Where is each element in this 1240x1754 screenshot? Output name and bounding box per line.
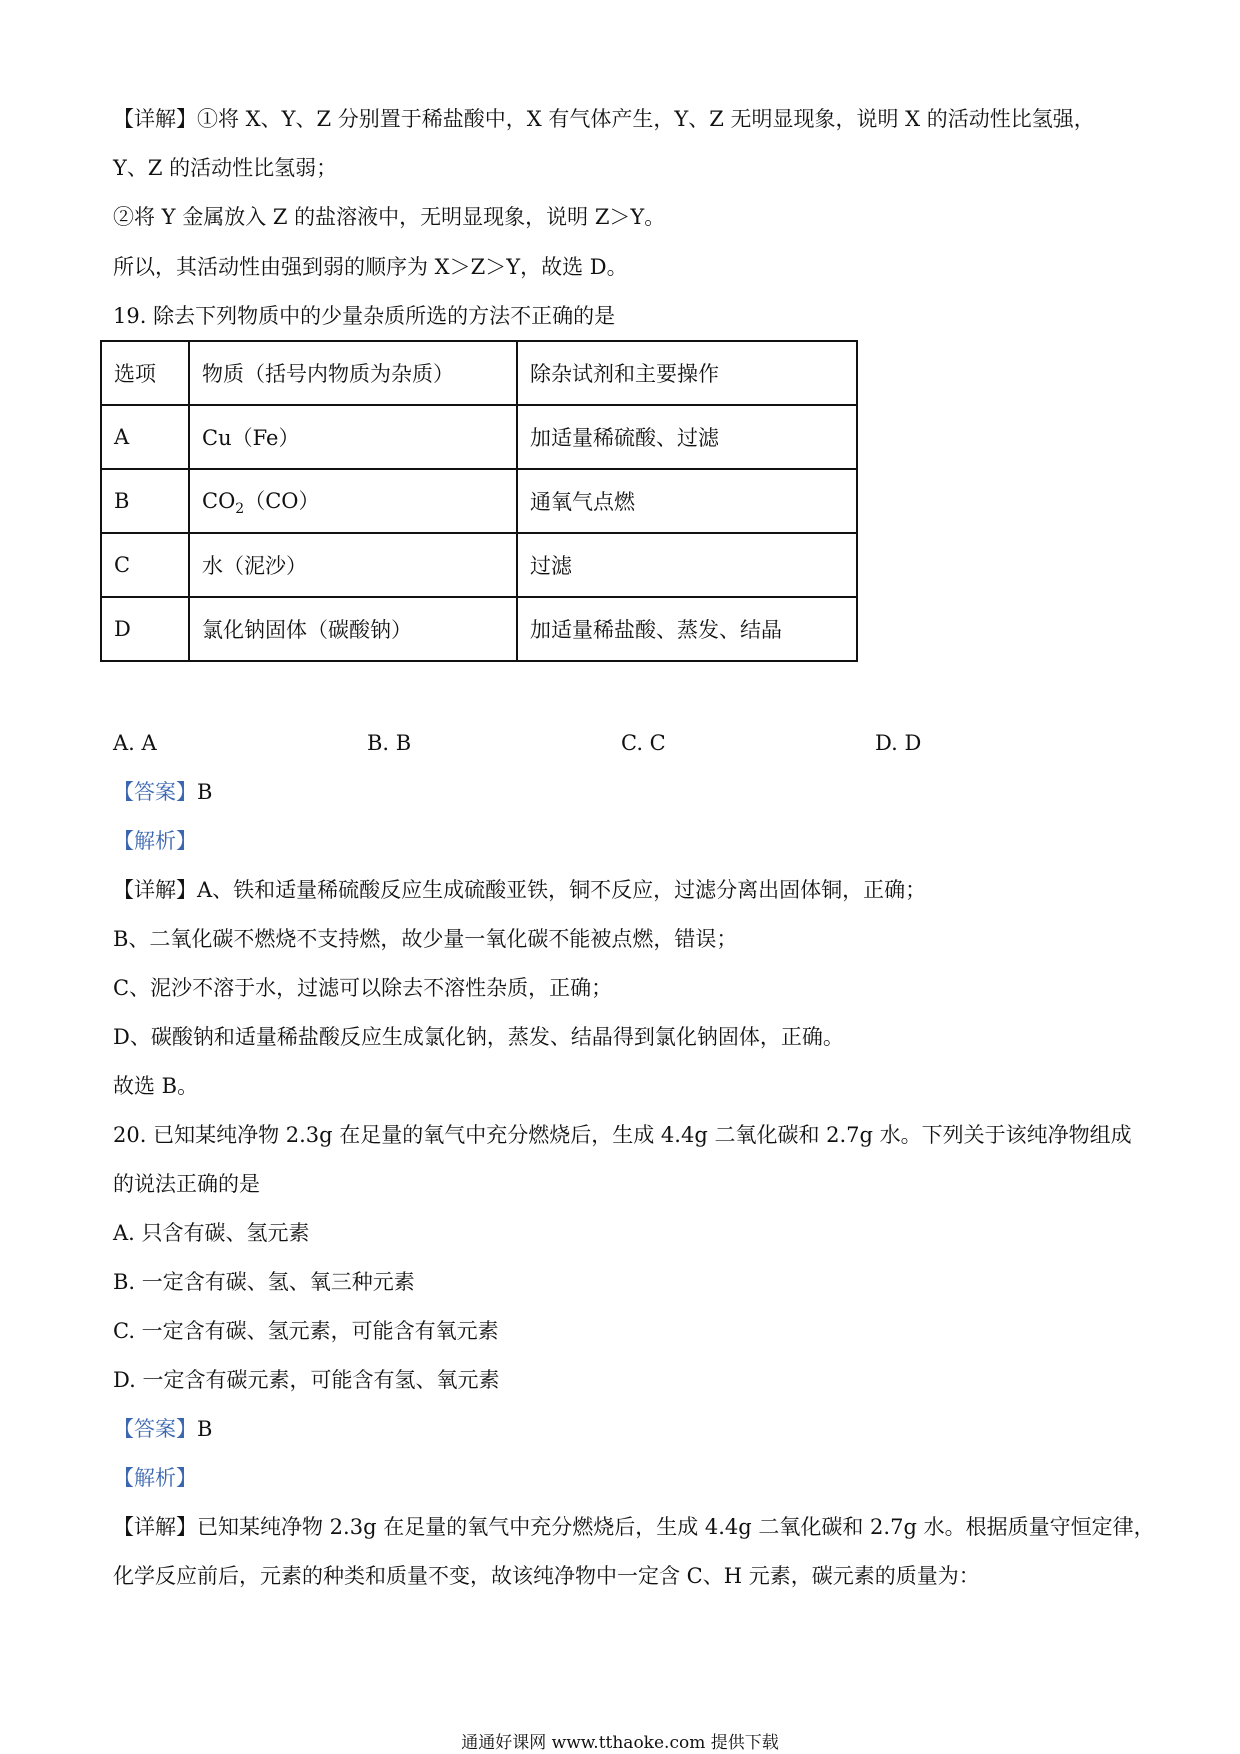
table-header-row xyxy=(101,341,857,405)
table-header-cell: 物质（括号内物质为杂质） xyxy=(189,341,517,405)
table-cell: 过滤 xyxy=(517,533,857,597)
table-cell: B xyxy=(101,469,189,533)
answer-19 xyxy=(113,777,212,807)
detail-19-line-5: 故选 B。 xyxy=(113,1074,199,1098)
question-20-stem-2: 的说法正确的是 xyxy=(113,1172,260,1196)
q20-option-d: D. 一定含有碳元素，可能含有氢、氧元素 xyxy=(113,1368,500,1392)
detail-line-1: 【详解】①将 X、Y、Z 分别置于稀盐酸中，X 有气体产生，Y、Z 无明显现象，说明 X 的活动性比氢强， xyxy=(113,107,1095,131)
table-cell: 水（泥沙） xyxy=(189,533,517,597)
detail-line-2: Y、Z 的活动性比氢弱； xyxy=(113,156,338,180)
table-row xyxy=(101,533,857,597)
answer-tag: 【答案】 xyxy=(113,1417,197,1441)
analysis-tag: 【解析】 xyxy=(113,829,197,853)
table-header-cell: 除杂试剂和主要操作 xyxy=(517,341,857,405)
q20-option-c: C. 一定含有碳、氢元素，可能含有氧元素 xyxy=(113,1319,499,1343)
question-19-stem: 19. 除去下列物质中的少量杂质所选的方法不正确的是 xyxy=(113,304,616,328)
table-row xyxy=(101,405,857,469)
option-b: B. B xyxy=(367,731,412,755)
detail-19-line-3: C、泥沙不溶于水，过滤可以除去不溶性杂质，正确； xyxy=(113,976,613,1000)
table-row xyxy=(101,597,857,661)
table-cell: C xyxy=(101,533,189,597)
formula-co: CO xyxy=(202,488,236,513)
detail-19-line-4: D、碳酸钠和适量稀盐酸反应生成氯化钠，蒸发、结晶得到氯化钠固体，正确。 xyxy=(113,1025,844,1049)
option-d: D. D xyxy=(875,731,922,755)
answer-value: B xyxy=(197,780,213,804)
table-cell: D xyxy=(101,597,189,661)
detail-tag: 【详解】 xyxy=(113,1515,197,1539)
detail-20-line-2: 化学反应前后，元素的种类和质量不变，故该纯净物中一定含 C、H 元素，碳元素的质量为： xyxy=(113,1564,980,1588)
table-cell: 加适量稀硫酸、过滤 xyxy=(517,405,857,469)
option-a: A. A xyxy=(113,731,157,755)
table-cell: 氯化钠固体（碳酸钠） xyxy=(189,597,517,661)
question-20-stem-1: 20. 已知某纯净物 2.3g 在足量的氧气中充分燃烧后，生成 4.4g 二氧化碳和 2.7g 水。下列关于该纯净物组成 xyxy=(113,1123,1132,1147)
detail-20-line-1 xyxy=(113,1512,1155,1542)
analysis-tag: 【解析】 xyxy=(113,1466,197,1490)
detail-text: A、铁和适量稀硫酸反应生成硫酸亚铁，铜不反应，过滤分离出固体铜，正确； xyxy=(197,878,927,902)
page-footer: 通通好课网 www.tthaoke.com 提供下载 xyxy=(461,1733,779,1753)
answer-tag: 【答案】 xyxy=(113,780,197,804)
answer-20 xyxy=(113,1414,212,1444)
detail-tag: 【详解】 xyxy=(113,878,197,902)
table-cell: Cu（Fe） xyxy=(189,405,517,469)
detail-line-4: 所以，其活动性由强到弱的顺序为 X＞Z＞Y，故选 D。 xyxy=(113,255,628,279)
detail-line-3: ②将 Y 金属放入 Z 的盐溶液中，无明显现象，说明 Z＞Y。 xyxy=(113,205,666,229)
detail-text: 已知某纯净物 2.3g 在足量的氧气中充分燃烧后，生成 4.4g 二氧化碳和 2.7g 水。根据质量守恒定律， xyxy=(197,1515,1155,1539)
table-cell: A xyxy=(101,405,189,469)
table-row xyxy=(101,469,857,533)
option-c: C. C xyxy=(621,731,666,755)
q20-option-a: A. 只含有碳、氢元素 xyxy=(113,1221,310,1245)
detail-19-line-1 xyxy=(113,875,926,905)
formula-impurity: （CO） xyxy=(244,488,320,513)
table-cell: 加适量稀盐酸、蒸发、结晶 xyxy=(517,597,857,661)
answer-value: B xyxy=(197,1417,213,1441)
q20-option-b: B. 一定含有碳、氢、氧三种元素 xyxy=(113,1270,415,1294)
table-cell: 通氧气点燃 xyxy=(517,469,857,533)
table-header-cell: 选项 xyxy=(101,341,189,405)
subscript: 2 xyxy=(235,501,245,518)
detail-19-line-2: B、二氧化碳不燃烧不支持燃，故少量一氧化碳不能被点燃，错误； xyxy=(113,927,738,951)
question-19-table xyxy=(100,340,858,662)
table-cell xyxy=(189,469,517,533)
